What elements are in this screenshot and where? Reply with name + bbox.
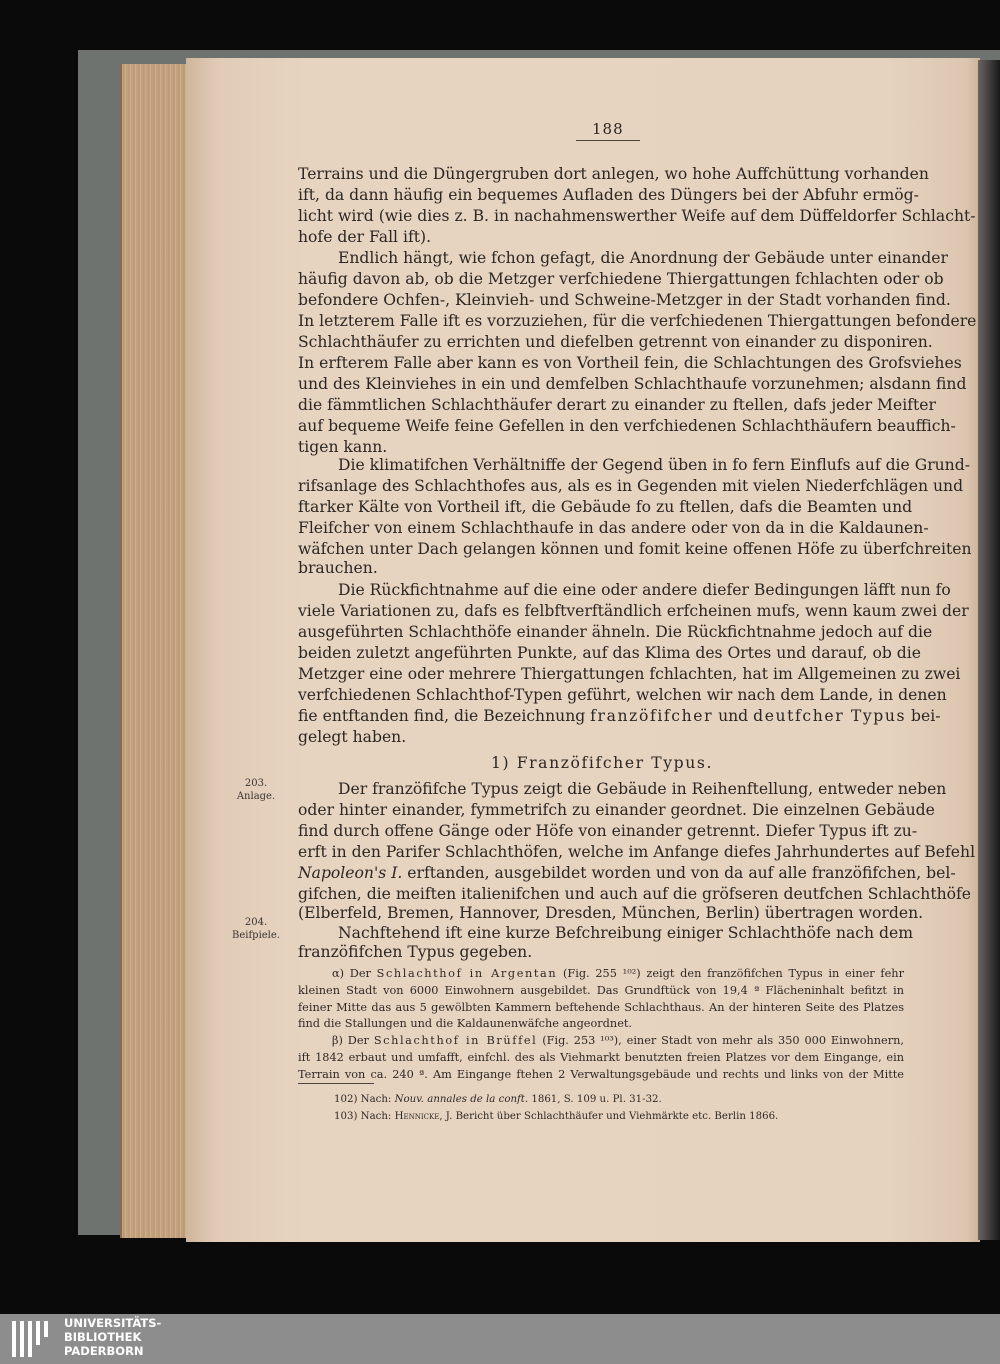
text-line: die fämmtlichen Schlachthäufer derart zu einander zu ftellen, dafs jeder Meifter [298,396,936,414]
text-line: Metzger eine oder mehrere Thiergattungen fchlachten, hat im Allgemeinen zu zwei [298,665,961,683]
footnote-102 [334,1093,662,1107]
text-line: brauchen. [298,559,378,577]
text-line: häufig davon ab, ob die Metzger verfchiedene Thiergattungen fchlachten oder ob [298,270,944,288]
text-line: wäfchen unter Dach gelangen können und fomit keine offenen Höfe zu überfchreiten [298,540,972,558]
page-number: 188 [592,120,624,138]
text-line: befondere Ochfen-, Kleinvieh- und Schweine-Metzger in der Stadt vorhanden find. [298,291,951,309]
text-line: hofe der Fall ift). [298,228,432,246]
text-line: Die Rückfichtnahme auf die eine oder andere diefer Bedingungen läfft nun fo [338,581,951,599]
text-line: viele Variationen zu, dafs es felbftverftändlich erfcheinen mufs, wenn kaum zwei der [298,602,969,620]
text-line: In erfterem Falle aber kann es von Vortheil fein, die Schlachtungen des Grofsviehes [298,354,962,372]
text-line: auf bequeme Weife feine Gefellen in den verfchiedenen Schlachthäufern beauffich- [298,417,956,435]
footnote-rule [298,1083,374,1084]
page-gutter-shadow [978,60,1000,1240]
footnote-number: 102) [334,1094,358,1105]
text-line: tigen kann. [298,438,388,456]
page-number-rule [576,140,640,141]
text-segment: β) Der [332,1034,374,1047]
text-line: verfchiedenen Schlachthof-Typen geführt, welchen wir nach dem Lande, in denen [298,686,947,704]
small-text-line [332,1033,904,1049]
text-line: ausgeführten Schlachthöfe einander ähneln. Die Rückfichtnahme jedoch auf die [298,623,933,641]
text-line: gifchen, die meiften italienifchen und auch auf die gröfseren deutfchen Schlachthöfe [298,885,972,903]
emphasis-bruessel: Schlachthof in Brüffel [373,1034,538,1047]
text-segment: (Fig. 255 ¹⁰²) zeigt den franzöfifchen Typus in einer fehr [557,967,904,980]
library-name-line: UNIVERSITÄTS- [64,1316,162,1330]
text-line: ftarker Kälte von Vortheil ift, die Gebäude fo zu ftellen, dafs die Beamten und [298,498,913,516]
margin-note-label: Anlage. [236,791,276,802]
text-line: Fleifcher von einem Schlachthaufe in das andere oder von da in die Kaldaunen- [298,519,929,537]
margin-note-204 [216,916,296,942]
library-logo-icon [10,1317,54,1361]
margin-note-203 [216,777,296,803]
margin-note-number: 204. [244,917,268,928]
text-line: (Elberfeld, Bremen, Hannover, Dresden, München, Berlin) übertragen worden. [298,904,924,922]
text-line: rifsanlage des Schlachthofes aus, als es in Gegenden mit vielen Niederfchlägen und [298,477,964,495]
footnote-103 [334,1110,778,1124]
text-segment: fie entftanden find, die Bezeichnung [298,707,591,725]
emphasis-german: deutfcher Typus [753,707,907,725]
text-line [298,863,956,883]
text-line: Der franzöfifche Typus zeigt die Gebäude in Reihenftellung, entweder neben [338,780,947,798]
small-text-line: ift 1842 erbaut und umfafft, einfchl. des als Viehmarkt benutzten freien Platzes vor dem Eingange, ein [298,1051,904,1064]
emphasis-french: franzöfifcher [590,707,714,725]
small-text-line: kleinen Stadt von 6000 Einwohnern ausgebildet. Das Grundftück von 19,4 ª Flächeninhalt befitzt in [298,984,904,997]
library-name [64,1316,161,1358]
text-line: erft in den Parifer Schlachthöfen, welche im Anfange diefes Jahrhundertes auf Befehl [298,843,976,861]
text-line: Endlich hängt, wie fchon gefagt, die Anordnung der Gebäude unter einander [338,249,948,267]
margin-note-label: Beifpiele. [232,930,280,941]
text-line: Schlachthäufer zu errichten und diefelben getrennt von einander zu disponiren. [298,333,933,351]
text-segment: (Fig. 253 ¹⁰³), einer Stadt von mehr als 350 000 Einwohnern, [537,1034,905,1047]
text-line: oder hinter einander, fymmetrifch zu einander geordnet. Die einzelnen Gebäude [298,801,935,819]
text-segment: und [713,707,754,725]
margin-note-number: 203. [244,778,268,789]
text-segment: erftanden, ausgebildet worden und von da auf alle franzöfifchen, bel- [402,864,956,882]
text-line [298,706,941,726]
author-name: Hennicke, J. [394,1111,453,1122]
text-line: In letzterem Falle ift es vorzuziehen, für die verfchiedenen Thiergattungen befondere [298,312,977,330]
small-text-line: feiner Mitte das aus 5 gewölbten Kammern beftehende Schlachthaus. An der hinteren Seite des Platzes [298,1001,904,1014]
text-line: franzöfifchen Typus gegeben. [298,943,533,961]
small-text-line: find die Stallungen und die Kaldaunenwäfche angeordnet. [298,1017,633,1030]
library-name-line: BIBLIOTHEK [64,1330,142,1344]
text-line: ift, da dann häufig ein bequemes Aufladen des Düngers bei der Abfuhr ermög- [298,186,919,204]
footnote-number: 103) [334,1111,358,1122]
text-segment: Nach: [360,1094,395,1105]
italic-name: Napoleon's I. [298,864,403,882]
text-line: beiden zuletzt angeführten Punkte, auf das Klima des Ortes und darauf, ob die [298,644,921,662]
text-line: Terrains und die Düngergruben dort anlegen, wo hohe Auffchüttung vorhanden [298,165,929,183]
text-segment: Nach: [360,1111,395,1122]
text-line: find durch offene Gänge oder Höfe von einander getrennt. Diefer Typus ift zu- [298,822,918,840]
italic-title: Nouv. annales de la conft. [394,1094,529,1105]
text-line: licht wird (wie dies z. B. in nachahmenswerther Weife auf dem Düffeldorfer Schlacht- [298,207,976,225]
text-segment: bei- [906,707,941,725]
text-line: gelegt haben. [298,728,407,746]
section-heading: 1) Franzöfifcher Typus. [490,754,714,772]
text-segment: Bericht über Schlachthäufer und Viehmärkte etc. Berlin 1866. [452,1111,779,1122]
page-edges [120,64,192,1238]
text-segment: α) Der [332,967,377,980]
text-line: Die klimatifchen Verhältniffe der Gegend üben in fo fern Einflufs auf die Grund- [338,456,970,474]
emphasis-argentan: Schlachthof in Argentan [376,967,558,980]
small-text-line [332,966,904,982]
text-line: und des Kleinviehes in ein und demfelben Schlachthaufe vorzunehmen; alsdann find [298,375,967,393]
library-name-line: PADERBORN [64,1344,144,1358]
small-text-line: Terrain von ca. 240 ª. Am Eingange ftehen 2 Verwaltungsgebäude und rechts und links von der Mitte [298,1068,904,1081]
text-line: Nachftehend ift eine kurze Befchreibung einiger Schlachthöfe nach dem [338,924,914,942]
text-segment: 1861, S. 109 u. Pl. 31-32. [528,1094,662,1105]
